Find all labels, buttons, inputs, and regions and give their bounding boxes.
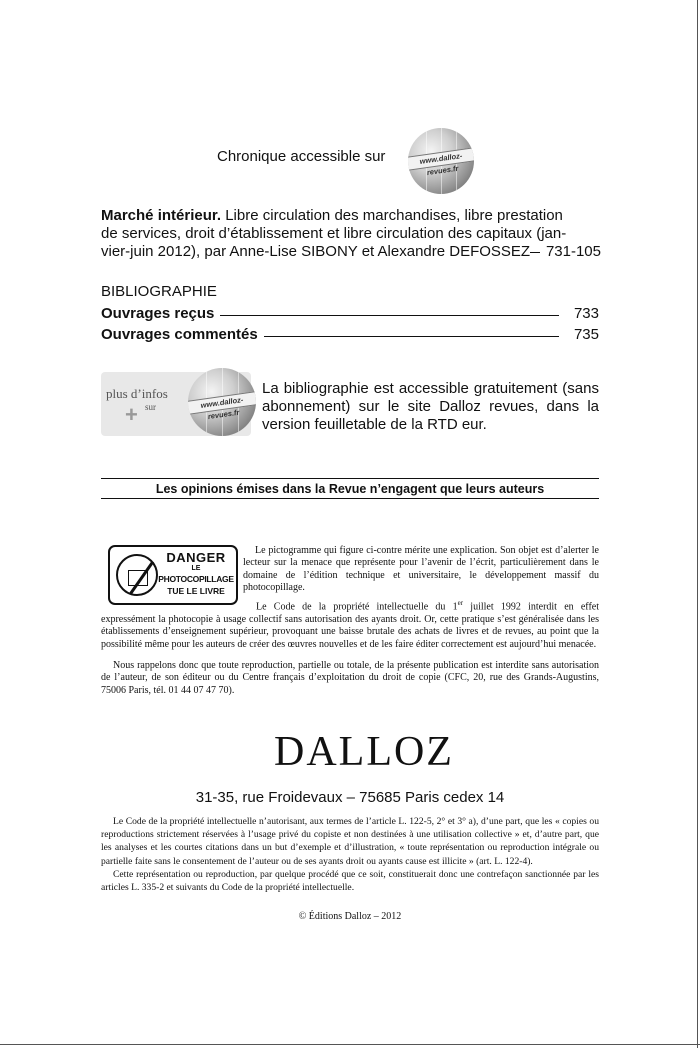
toc-label: Ouvrages reçus	[101, 305, 220, 322]
no-photocopy-icon	[116, 554, 158, 596]
toc-label: Ouvrages commentés	[101, 326, 264, 343]
globe-label: www.dalloz-revues.fr	[408, 147, 474, 171]
dalloz-revues-globe-icon[interactable]	[188, 368, 256, 436]
toc-leader	[261, 336, 559, 337]
bibliographie-access-note: La bibliographie est accessible gratuitement (sans abonnement) sur le site Dalloz revues, dans la version feuilletable de la RTD eur.	[262, 380, 599, 433]
publisher-address: 31-35, rue Froidevaux – 75685 Paris cedex 14	[195, 789, 505, 806]
paragraph: Nous rappelons donc que toute reproduction, partielle ou totale, de la présente publication est interdite sans autorisation de l’auteur, de son éditeur ou du Centre français d’exploitation du droit de copie (CFC, 20, rue des Grands-Augustins, 75006 Paris, tél. 01 44 07 47 70).	[101, 660, 599, 696]
page-edge-bottom	[0, 1044, 700, 1045]
entry-title: Marché intérieur.	[101, 207, 222, 224]
plus-infos-label: plus d’infos	[106, 386, 168, 401]
divider-top	[101, 478, 599, 479]
entry-line1: Libre circulation des marchandises, libre prestation	[225, 207, 563, 224]
paragraph-part: juillet 1992 interdit en effet expressément la photocopie à usage collectif sans autorisation des ayants droit. Or, cette pratique s’est généralisée dans les établissements d’enseignement supérieur, provoquant une baisse brutale des achats de livres et de revues, au point que la possibilité même pour les auteurs de créer des œuvres nouvelles et de les faire éditer correctement est aujourd’hui menacée.	[101, 601, 599, 650]
chronique-text: Chronique accessible sur	[217, 148, 386, 165]
paragraph	[101, 597, 599, 651]
leader-dash	[530, 252, 540, 253]
entry-line3: vier-juin 2012), par Anne-Lise SIBONY et Alexandre DEFOSSEZ	[101, 243, 531, 260]
danger-tue-le-livre: TUE LE LIVRE	[167, 586, 225, 596]
opinions-disclaimer: Les opinions émises dans la Revue n’engagent que leurs auteurs	[155, 482, 545, 496]
pictogram-paragraph-3	[101, 660, 599, 697]
bibliographie-heading: BIBLIOGRAPHIE	[101, 283, 217, 300]
dalloz-revues-globe-icon[interactable]	[408, 128, 474, 194]
paragraph-part: Le Code de la propriété intellectuelle du 1	[256, 601, 458, 613]
page-edge-right	[697, 0, 698, 1048]
divider-bottom	[101, 498, 599, 499]
paragraph: Cette représentation ou reproduction, par quelque procédé que ce soit, constituerait donc une contrefaçon sanctionnée par les articles L. 335-2 et suivants du Code de la propriété intellectuelle.	[101, 868, 599, 894]
pictogram-paragraph-2	[101, 597, 599, 651]
entry-line2: de services, droit d’établissement et libre circulation des capitaux (jan-	[101, 225, 567, 242]
plus-infos-sur: sur	[145, 402, 156, 412]
paragraph: Le pictogramme qui figure ci-contre mérite une explication. Son objet est d’alerter le lecteur sur la menace que représente pour l’avenir de l’écrit, particulièrement dans le domaine de l’édition technique et universitaire, le développement massif du photocopillage.	[243, 545, 599, 594]
danger-photocopillage: PHOTOCOPILLAGE	[158, 574, 234, 584]
copyright-notice	[101, 815, 599, 894]
marche-interieur-entry	[101, 207, 601, 261]
editions-copyright: © Éditions Dalloz – 2012	[298, 911, 402, 922]
toc-item-ouvrages-commentes	[101, 326, 599, 346]
toc-page: 733	[573, 305, 599, 322]
toc-leader	[219, 315, 559, 316]
dalloz-logo: DALLOZ	[274, 729, 454, 775]
entry-pages: 731-105	[545, 243, 601, 260]
danger-title: DANGER	[166, 550, 226, 565]
globe-label: www.dalloz-revues.fr	[188, 391, 256, 415]
plus-icon: +	[125, 402, 138, 427]
toc-page: 735	[573, 326, 599, 343]
danger-le: LE	[191, 565, 201, 572]
pictogram-paragraph-1	[243, 545, 599, 595]
toc-item-ouvrages-recus	[101, 305, 599, 325]
superscript: er	[457, 599, 464, 607]
paragraph: Le Code de la propriété intellectuelle n’autorisant, aux termes de l’article L. 122-5, 2° et 3° a), d’une part, que les « copies ou reproductions strictement réservées à l’usage privé du copiste et non destinées à une utilisation collective » et, d’autre part, que les analyses et les courtes citations dans un but d’exemple et d’illustration, « toute représentation ou reproduction intégrale ou partielle faite sans le consentement de l’auteur ou de ses ayants droit ou ayants cause est illicite » (art. L. 122-4).	[101, 816, 599, 867]
danger-pictogram	[108, 545, 238, 605]
